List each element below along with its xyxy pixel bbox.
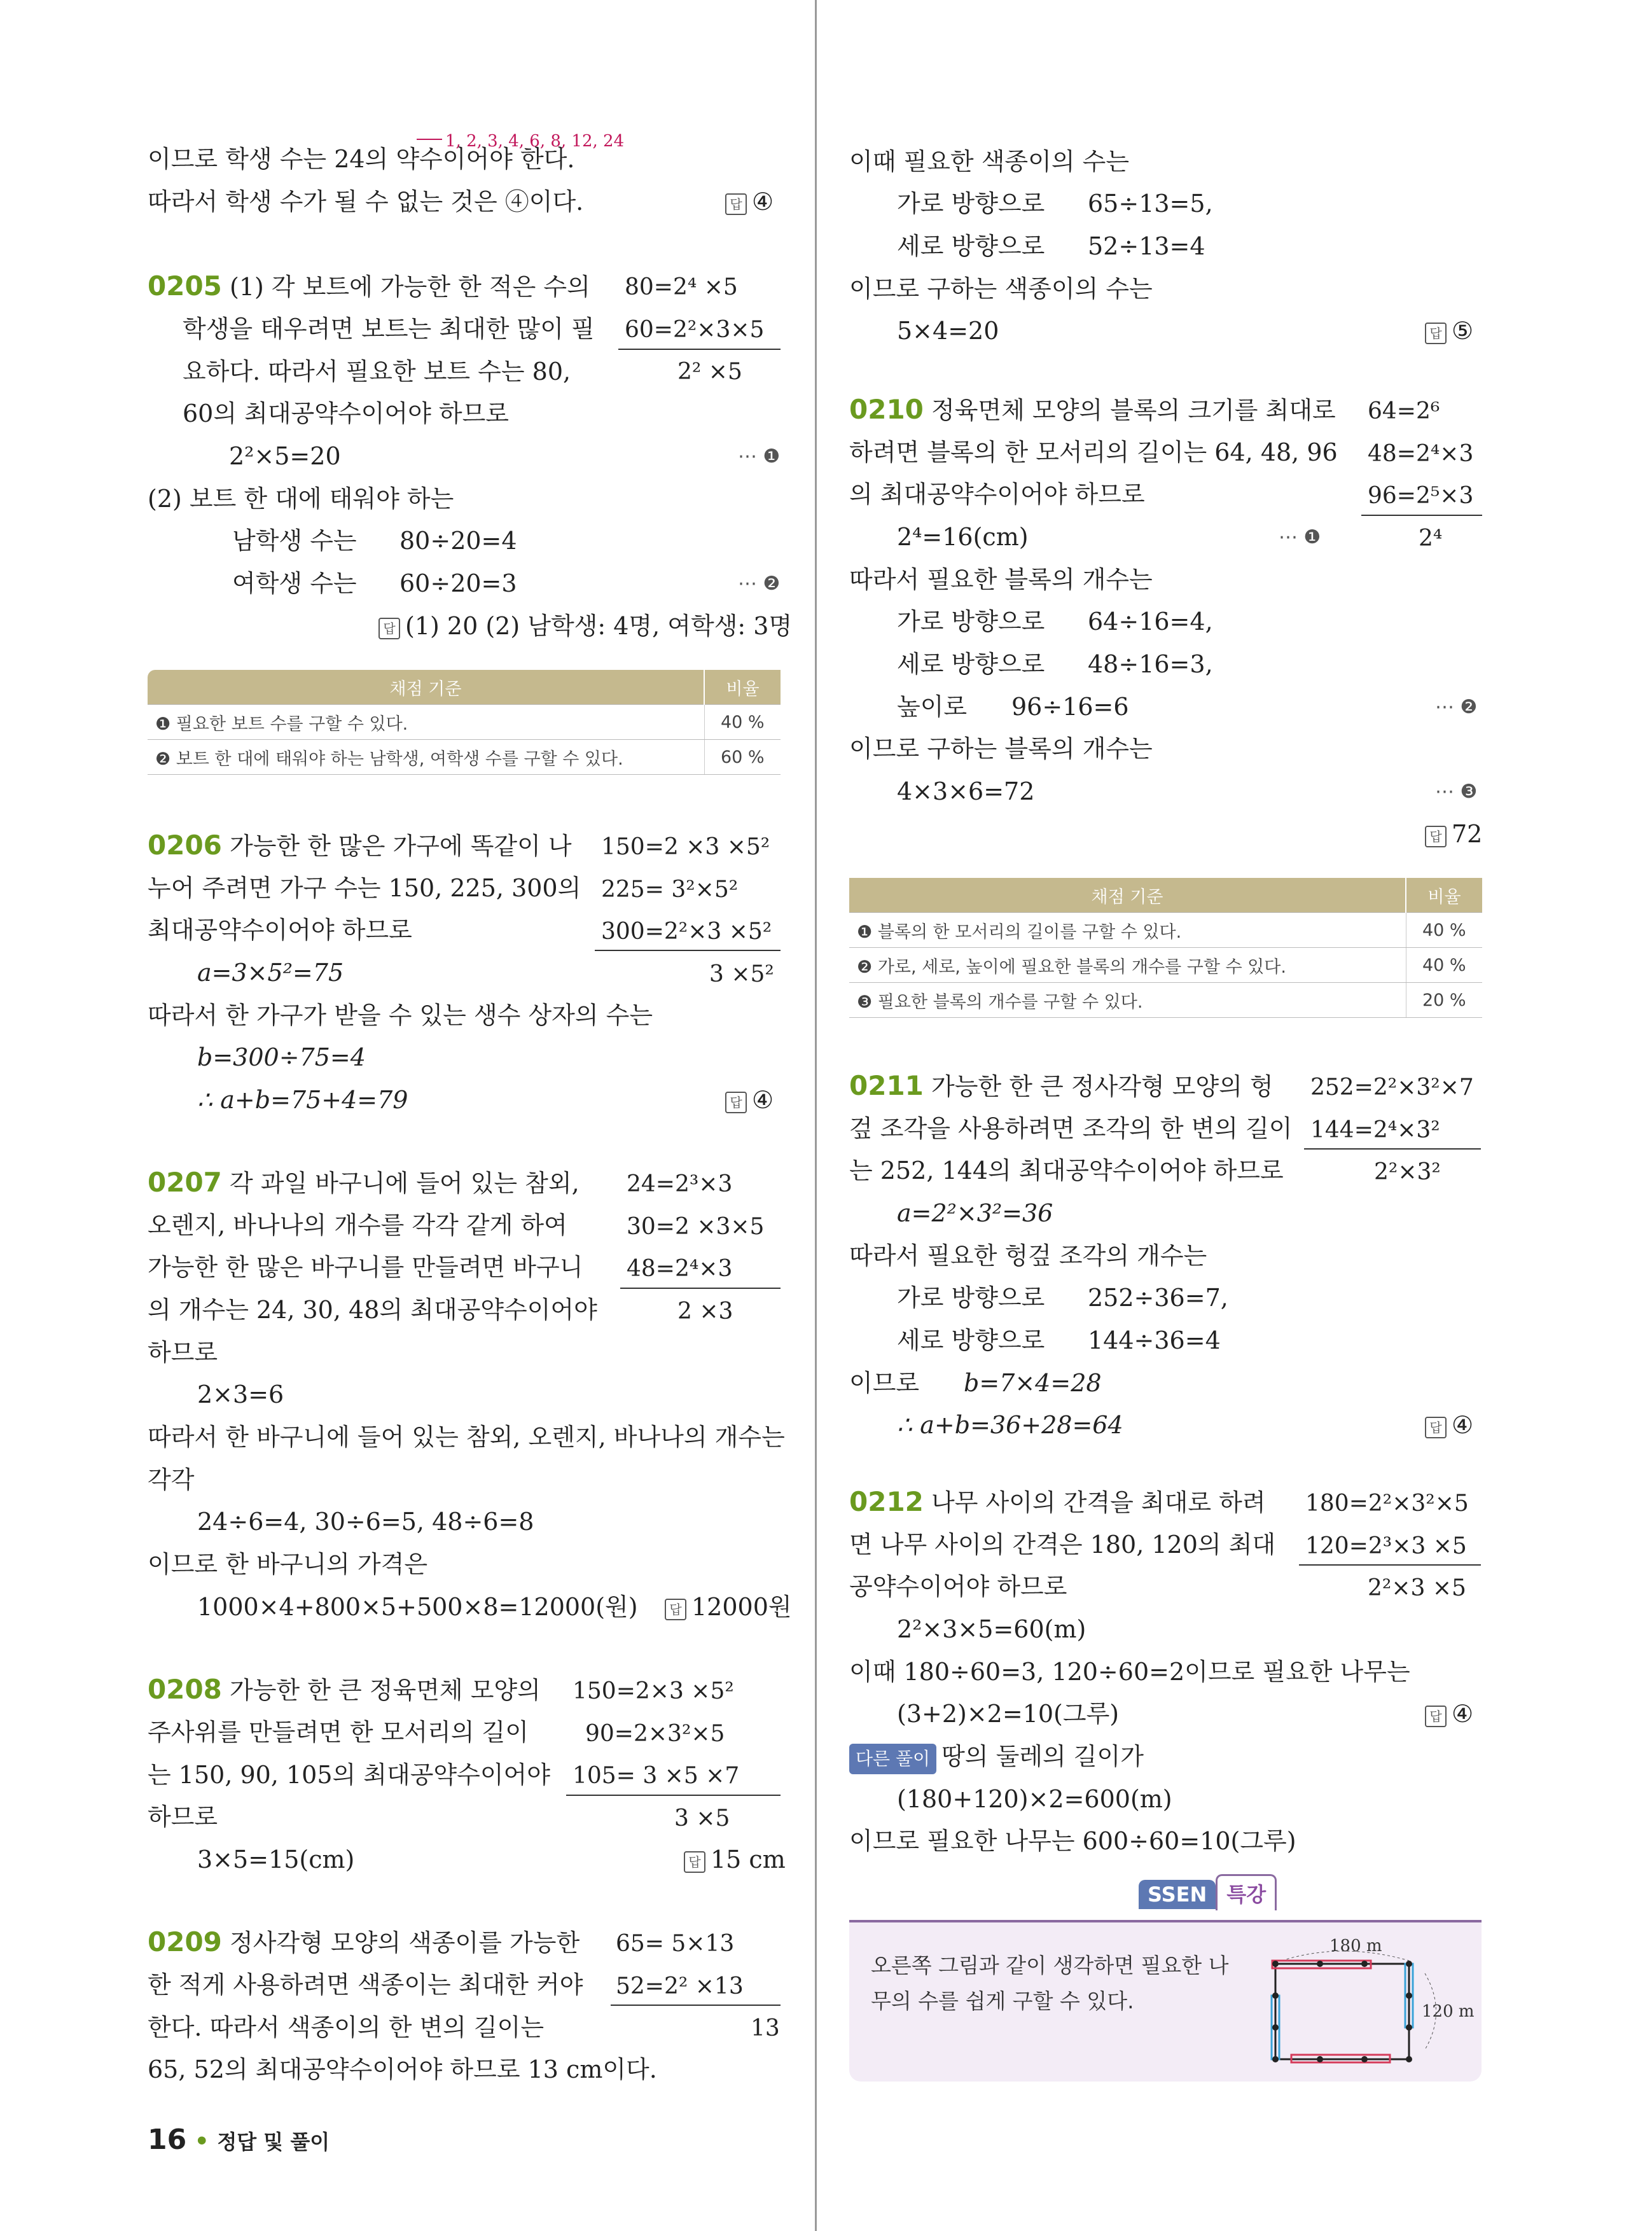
equation: 64÷16=4, [1088,608,1213,636]
label: 세로 방향으로 [897,1326,1045,1354]
equation: 60÷20=3 [399,569,517,597]
width-label: 180 m [1329,1936,1382,1956]
step-marker: ⋯ ❸ [1435,781,1478,803]
equation: 48÷16=3, [1088,650,1213,678]
text-line: 의 개수는 24, 30, 48의 최대공약수이어야 [148,1296,597,1324]
text-line: 따라서 필요한 헝겊 조각의 개수는 [849,1242,1207,1270]
table-cell: 40 % [1406,948,1482,983]
text-line: 공약수이어야 하므로 [849,1573,1067,1601]
text-line: 따라서 한 바구니에 들어 있는 참외, 오렌지, 바나나의 개수는 [148,1423,785,1451]
text-line: 따라서 한 가구가 받을 수 있는 생수 상자의 수는 [148,1001,653,1029]
answer: 답 ④ [725,1086,774,1114]
equation: b=7×4=28 [964,1369,1102,1397]
label: 이므로 [849,1369,920,1397]
text-line: 면 나무 사이의 간격은 180, 120의 최대 [849,1531,1276,1559]
equation: ∴ a+b=75+4=79 [197,1086,408,1114]
table-header: 채점 기준 [148,670,704,705]
factorization-result: 2²×3² [1374,1159,1441,1185]
answer-icon: 답 [665,1599,686,1620]
label: 가로 방향으로 [897,1284,1045,1312]
text-line: 60의 최대공약수이어야 하므로 [183,400,510,427]
step-marker: ⋯ ❷ [738,573,781,595]
answer: 답 12000원 [665,1593,792,1621]
problem-0212: 0212 나무 사이의 간격을 최대로 하려 [849,1486,1266,1517]
text-line: 하려면 블록의 한 모서리의 길이는 64, 48, 96 [849,438,1338,466]
equation: 1000×4+800×5+500×8=12000(원) [197,1593,638,1621]
label: 높이로 [897,693,968,721]
problem-0210: 0210 정육면체 모양의 블록의 크기를 최대로 [849,394,1336,425]
factorization-result: 2²×3 ×5 [1368,1575,1466,1601]
equation: a=2²×3²=36 [897,1199,1053,1227]
problem-number: 0211 [849,1070,924,1101]
factorization: 65= 5×13 [616,1931,735,1957]
equation: a=3×5²=75 [197,959,344,987]
factorization-result: 2⁴ [1419,525,1443,552]
problem-0209: 0209 정사각형 모양의 색종이를 가능한 [148,1926,580,1957]
table-cell: 20 % [1406,983,1482,1018]
table-header: 비율 [704,670,781,705]
equation: ∴ a+b=36+28=64 [897,1411,1123,1439]
step-marker: ⋯ ❶ [738,445,781,468]
text-line: 겊 조각을 사용하려면 조각의 한 변의 길이 [849,1115,1293,1143]
answer: 답 ⑤ [1425,317,1473,345]
equation: 96÷16=6 [1011,693,1129,721]
problem-0208: 0208 가능한 한 큰 정육면체 모양의 [148,1674,541,1705]
text-line: 주사위를 만들려면 한 모서리의 길이 [148,1718,529,1746]
note-line [417,139,442,140]
factorization: 48=2⁴×3 [1368,441,1474,467]
table-cell: ❶ 블록의 한 모서리의 길이를 구할 수 있다. [849,913,1406,948]
answer: 답 (1) 20 (2) 남학생: 4명, 여학생: 3명 [378,612,792,640]
table-header: 채점 기준 [849,878,1406,913]
factorization: 252=2²×3²×7 [1310,1074,1474,1101]
column-divider [815,0,817,2231]
text-line: 하므로 [148,1803,218,1831]
factorization: 120=2³×3 ×5 [1305,1533,1467,1559]
equation: 2⁴=16(cm) [897,523,1029,551]
alt-solution-line: 다른 풀이 땅의 둘레의 길이가 [849,1742,1144,1774]
table-cell: ❷ 가로, 세로, 높이에 필요한 블록의 개수를 구할 수 있다. [849,948,1406,983]
text-line: 최대공약수이어야 하므로 [148,916,412,944]
alt-solution-badge: 다른 풀이 [849,1744,936,1774]
text-line: 가능한 한 많은 바구니를 만들려면 바구니 [148,1253,583,1281]
answer-icon: 답 [684,1851,705,1873]
problem-number: 0212 [849,1486,924,1517]
factor-line [1299,1564,1481,1566]
label: 가로 방향으로 [897,190,1045,218]
equation: 2²×5=20 [229,442,341,470]
step-marker: ⋯ ❶ [1279,526,1321,548]
equation: 3×5=15(cm) [197,1845,355,1873]
factorization-result: 3 ×5² [709,961,774,987]
text-line: 65, 52의 최대공약수이어야 하므로 13 cm이다. [148,2055,657,2083]
problem-number: 0209 [148,1926,222,1957]
equation: 144÷36=4 [1088,1326,1221,1354]
factorization: 30=2 ×3×5 [627,1214,765,1240]
answer-icon: 답 [1425,323,1447,344]
factorization: 80=2⁴ ×5 [625,274,738,300]
text-line: 하므로 [148,1338,218,1366]
text-line: 이므로 구하는 색종이의 수는 [849,275,1153,303]
text-line: 이므로 필요한 나무는 600÷60=10(그루) [849,1827,1296,1855]
problem-number: 0207 [148,1167,222,1198]
page-footer: 16 • 정답 및 풀이 [148,2123,330,2156]
text-line: 한다. 따라서 색종이의 한 변의 길이는 [148,2013,545,2041]
factor-line [1361,515,1482,516]
factor-line [618,349,781,350]
table-header: 비율 [1406,878,1482,913]
ssen-badge: SSEN 특강 [1139,1874,1277,1910]
label: 가로 방향으로 [897,608,1045,636]
factorization: 60=2²×3×5 [625,317,765,343]
factorization-result: 2² ×5 [677,359,742,385]
label: 남학생 수는 [232,527,357,555]
text-line: 한 적게 사용하려면 색종이는 최대한 커야 [148,1971,583,1999]
text-line: 는 150, 90, 105의 최대공약수이어야 [148,1761,550,1789]
problem-0205: 0205 (1) 각 보트에 가능한 한 적은 수의 [148,270,590,302]
tip-text: 오른쪽 그림과 같이 생각하면 필요한 나 무의 수를 쉽게 구할 수 있다. [871,1953,1229,2013]
factor-line [1304,1148,1481,1150]
answer-icon: 답 [725,1092,747,1113]
factorization: 150=2×3 ×5² [573,1678,734,1704]
equation: 80÷20=4 [399,527,517,555]
answer: 답 ④ [725,188,774,216]
answer-icon: 답 [1425,1417,1447,1438]
grading-table [849,878,1482,1018]
factor-line [595,950,781,951]
factor-line [566,1795,781,1796]
text-line: 요하다. 따라서 필요한 보트 수는 80, [183,358,571,386]
problem-0207: 0207 각 과일 바구니에 들어 있는 참외, [148,1167,580,1198]
page-number: 16 [148,2123,187,2156]
problem-number: 0205 [148,270,222,302]
problem-number: 0208 [148,1674,222,1705]
answer-icon: 답 [725,193,747,215]
factorization: 225= 3²×5² [601,877,739,903]
equation: b=300÷75=4 [197,1043,366,1071]
grading-table [148,670,781,775]
factorization-result: 13 [751,2015,780,2041]
table-cell: 40 % [704,705,781,740]
problem-number: 0210 [849,394,924,425]
table-cell: ❸ 필요한 블록의 개수를 구할 수 있다. [849,983,1406,1018]
text-line: 학생을 태우려면 보트는 최대한 많이 필 [183,315,595,343]
factorization-result: 3 ×5 [674,1805,730,1831]
equation: 65÷13=5, [1088,190,1213,218]
text-line: 는 252, 144의 최대공약수이어야 하므로 [849,1157,1284,1185]
answer: 답 ④ [1425,1700,1473,1728]
text-line: 오렌지, 바나나의 개수를 각각 같게 하여 [148,1211,567,1239]
problem-0206: 0206 가능한 한 많은 가구에 똑같이 나 [148,830,572,861]
footer-text: 정답 및 풀이 [217,2130,330,2154]
text-line: 이때 180÷60=3, 120÷60=2이므로 필요한 나무는 [849,1658,1410,1686]
equation: (3+2)×2=10(그루) [897,1700,1120,1728]
text-line: 각각 [148,1466,195,1494]
equation: 5×4=20 [897,317,999,345]
equation: 4×3×6=72 [897,777,1035,805]
factorization: 64=2⁶ [1368,398,1440,424]
answer: 답 15 cm [684,1845,786,1873]
answer: 답 72 [1425,820,1482,848]
fence-diagram [1244,1935,1479,2075]
factorization: 105= 3 ×5 ×7 [573,1763,740,1789]
factorization: 52=2² ×13 [616,1973,744,1999]
height-label: 120 m [1422,2002,1475,2021]
table-cell: 40 % [1406,913,1482,948]
tip-box [849,1920,1482,2082]
equation: (180+120)×2=600(m) [897,1785,1172,1813]
label: 여학생 수는 [232,569,357,597]
table-cell: ❶ 필요한 보트 수를 구할 수 있다. [148,705,704,740]
factorization: 300=2²×3 ×5² [601,919,772,945]
factorization: 96=2⁵×3 [1368,483,1474,509]
equation: 24÷6=4, 30÷6=5, 48÷6=8 [197,1508,534,1536]
problem-number: 0206 [148,830,222,861]
answer: 답 ④ [1425,1411,1473,1439]
factorization-result: 2 ×3 [677,1298,733,1324]
answer-icon: 답 [1425,826,1447,847]
text-line: 따라서 학생 수가 될 수 없는 것은 ④이다. [148,188,584,216]
factor-line [611,2005,781,2006]
answer-icon: 답 [378,618,400,639]
text-line: (2) 보트 한 대에 태워야 하는 [148,485,454,513]
text-line: 이므로 학생 수는 24의 약수이어야 한다. [148,145,575,173]
label: 세로 방향으로 [897,650,1045,678]
factorization: 180=2²×3²×5 [1305,1491,1469,1517]
text-line: 의 최대공약수이어야 하므로 [849,480,1145,508]
text-line: 이때 필요한 색종이의 수는 [849,148,1130,176]
label: 세로 방향으로 [897,232,1045,260]
factorization: 48=2⁴×3 [627,1256,733,1282]
table-cell: 60 % [704,740,781,775]
factorization: 150=2 ×3 ×5² [601,834,770,860]
answer-icon: 답 [1425,1706,1447,1727]
factorization: 90=2×3²×5 [585,1721,725,1747]
factor-line [620,1288,781,1289]
problem-0211: 0211 가능한 한 큰 정사각형 모양의 헝 [849,1070,1274,1101]
factorization: 24=2³×3 [627,1171,733,1197]
text-line: 누어 주려면 가구 수는 150, 225, 300의 [148,874,581,902]
equation: 252÷36=7, [1088,1284,1228,1312]
equation: 2×3=6 [197,1380,284,1408]
table-cell: ❷ 보트 한 대에 태워야 하는 남학생, 여학생 수를 구할 수 있다. [148,740,704,775]
divisors-note: 1, 2, 3, 4, 6, 8, 12, 24 [445,132,625,151]
equation: 52÷13=4 [1088,232,1205,260]
step-marker: ⋯ ❷ [1435,696,1478,718]
text-line: 따라서 필요한 블록의 개수는 [849,566,1153,594]
equation: 2²×3×5=60(m) [897,1615,1086,1643]
factorization: 144=2⁴×3² [1310,1117,1440,1143]
text-line: 이므로 한 바구니의 가격은 [148,1550,428,1578]
text-line: 이므로 구하는 블록의 개수는 [849,735,1153,763]
